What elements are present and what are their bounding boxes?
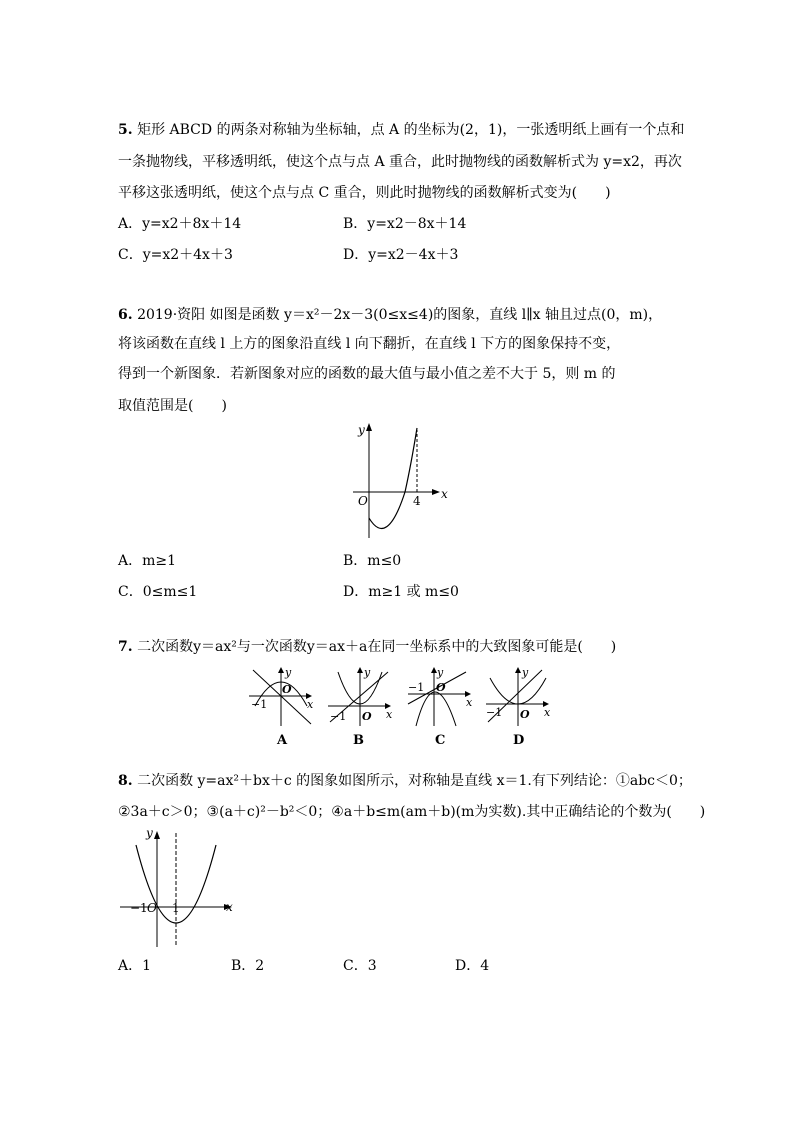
q8-option-b: B．2 bbox=[231, 958, 265, 974]
svg-text:−1: −1 bbox=[330, 710, 347, 723]
q8-text-1: 二次函数 y=ax²＋bx＋c 的图象如图所示，对称轴是直线 x＝1.有下列结论：①abc＜0； bbox=[137, 773, 692, 789]
q7-graph-c bbox=[404, 664, 476, 730]
q7-caption-a: A bbox=[277, 733, 288, 748]
svg-text:y: y bbox=[285, 666, 292, 679]
q7-graph-a bbox=[245, 664, 317, 730]
q6-line-1 bbox=[118, 305, 662, 325]
q6-number: 6. bbox=[118, 307, 133, 323]
q8-label-origin: O bbox=[147, 901, 157, 915]
q6-option-d: D．m≥1 或 m≤0 bbox=[343, 584, 459, 600]
q5-line-2: 一条抛物线，平移透明纸，使这个点与点 A 重合，此时抛物线的函数解析式为 y=x2，再次 bbox=[118, 154, 682, 170]
q6-option-b: B．m≤0 bbox=[343, 553, 402, 569]
q7-line bbox=[118, 637, 616, 657]
q8-label-1: 1 bbox=[172, 901, 180, 915]
q8-option-c: C．3 bbox=[343, 958, 377, 974]
q8-option-d: D．4 bbox=[455, 958, 490, 974]
q8-label-minus1: −1 bbox=[130, 901, 148, 915]
q7-number: 7. bbox=[118, 639, 133, 655]
q5-line-3: 平移这张透明纸，使这个点与点 C 重合，则此时抛物线的函数解析式变为( ) bbox=[118, 185, 611, 201]
svg-text:y: y bbox=[364, 666, 371, 679]
svg-text:y: y bbox=[437, 666, 444, 679]
q8-option-a: A．1 bbox=[118, 958, 152, 974]
q5-option-a: A．y=x2＋8x＋14 bbox=[118, 216, 242, 232]
svg-text:−1: −1 bbox=[486, 706, 503, 719]
q6-line-2: 将该函数在直线 l 上方的图象沿直线 l 向下翻折，在直线 l 下方的图象保持不变， bbox=[118, 336, 621, 352]
q6-line-3: 得到一个新图象．若新图象对应的函数的最大值与最小值之差不大于 5，则 m 的 bbox=[118, 366, 616, 382]
q5-option-b: B．y=x2－8x＋14 bbox=[343, 216, 467, 232]
svg-text:x: x bbox=[544, 706, 551, 719]
svg-text:O: O bbox=[520, 708, 530, 721]
q8-line-2: ②3a＋c＞0；③(a＋c)²－b²＜0；④a＋b≤m(am＋b)(m为实数).其中正确结论的个数为( ) bbox=[118, 804, 706, 820]
q6-parabola bbox=[369, 428, 417, 528]
q7-text: 二次函数y＝ax²与一次函数y＝ax＋a在同一坐标系中的大致图象可能是( ) bbox=[137, 639, 617, 655]
q6-label-4: 4 bbox=[413, 494, 421, 508]
q5-text-1: 矩形 ABCD 的两条对称轴为坐标轴，点 A 的坐标为(2，1)，一张透明纸上画有一个点和 bbox=[137, 122, 685, 138]
q7-caption-c: C bbox=[435, 733, 446, 748]
q6-figure bbox=[345, 420, 455, 545]
q6-option-a: A．m≥1 bbox=[118, 553, 177, 569]
q5-option-c: C．y=x2＋4x＋3 bbox=[118, 247, 233, 263]
q6-label-origin: O bbox=[358, 494, 368, 508]
q5-number: 5. bbox=[118, 122, 133, 138]
q6-label-y: y bbox=[358, 423, 365, 437]
q8-label-y: y bbox=[146, 826, 153, 840]
svg-text:x: x bbox=[386, 708, 393, 721]
svg-text:−1: −1 bbox=[408, 681, 425, 694]
q7-graph-d bbox=[482, 664, 554, 730]
svg-text:y: y bbox=[522, 666, 529, 679]
q8-number: 8. bbox=[118, 773, 133, 789]
q7-caption-d: D bbox=[513, 733, 525, 748]
q6-y-arrow bbox=[366, 423, 372, 431]
q6-x-arrow bbox=[432, 489, 440, 495]
q6-label-x: x bbox=[441, 487, 448, 501]
q8-line-1 bbox=[118, 771, 692, 791]
svg-text:x: x bbox=[466, 696, 473, 709]
q7-caption-b: B bbox=[353, 733, 364, 748]
q8-label-x: x bbox=[226, 900, 233, 914]
q6-line-4: 取值范围是( ) bbox=[118, 398, 227, 414]
svg-text:−1: −1 bbox=[251, 698, 268, 711]
svg-text:x: x bbox=[307, 698, 314, 711]
q8-y-arrow bbox=[154, 831, 160, 839]
q7-graph-b bbox=[324, 664, 396, 730]
svg-text:O: O bbox=[362, 710, 372, 723]
q5-line-1 bbox=[118, 120, 684, 140]
q6-text-1: 2019·资阳 如图是函数 y＝x²－2x－3(0≤x≤4)的图象，直线 l∥x 轴且过点(0，m)， bbox=[137, 307, 663, 323]
svg-text:O: O bbox=[436, 681, 446, 694]
q8-figure bbox=[118, 825, 243, 950]
q6-option-c: C．0≤m≤1 bbox=[118, 584, 198, 600]
q5-option-d: D．y=x2－4x＋3 bbox=[343, 247, 459, 263]
svg-text:O: O bbox=[282, 683, 292, 696]
